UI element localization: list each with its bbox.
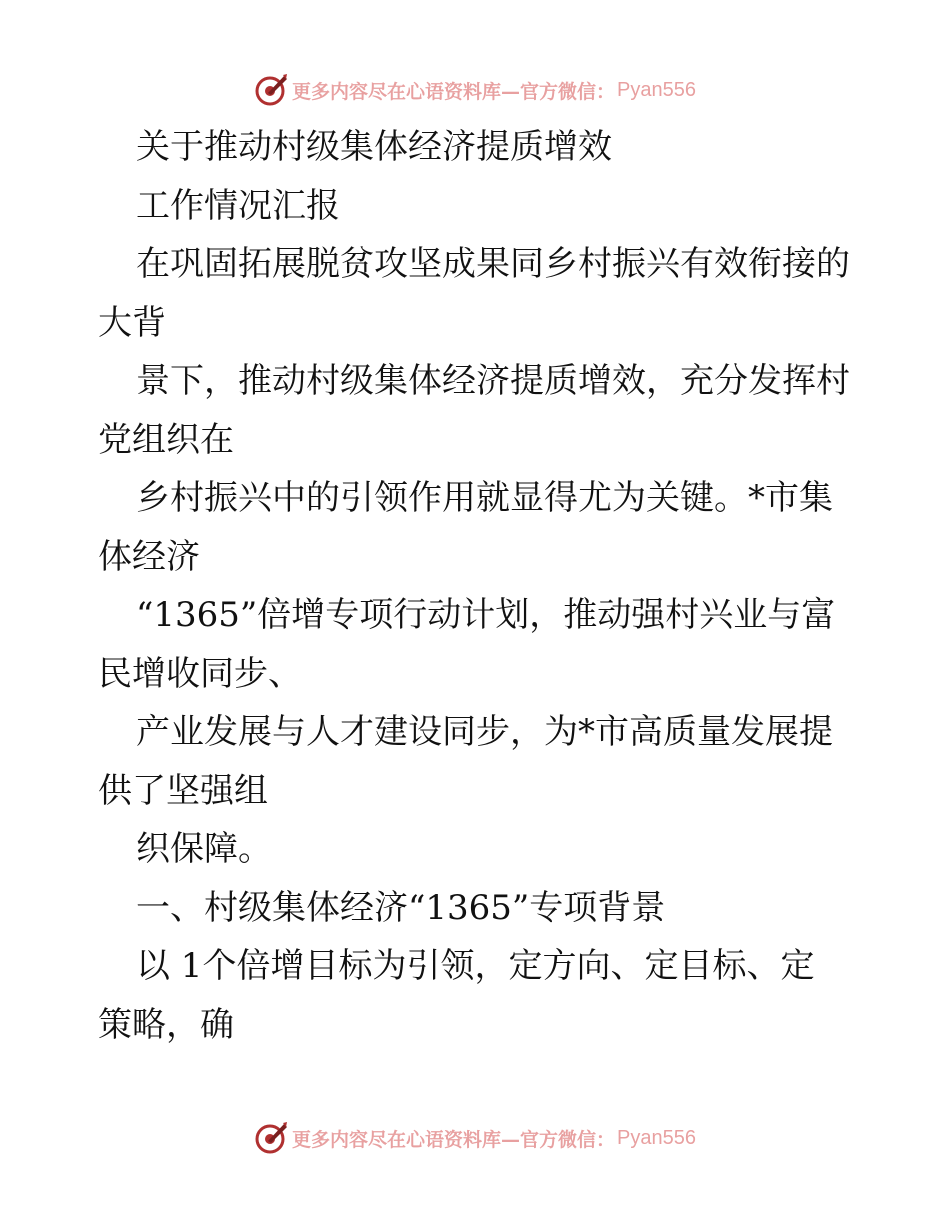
watermark-wechat-id: Pyan556 bbox=[617, 78, 696, 101]
document-title-line-1: 关于推动村级集体经济提质增效 bbox=[136, 127, 612, 167]
section-heading: 一、村级集体经济“1365”专项背景 bbox=[136, 887, 666, 928]
watermark-text: 更多内容尽在心语资料库—官方微信： bbox=[292, 1128, 616, 1151]
paragraph-line: 体经济 bbox=[98, 536, 200, 577]
footer-watermark bbox=[0, 1118, 950, 1158]
paragraph-line: “1365”倍增专项行动计划，推动强村兴业与富 bbox=[136, 595, 836, 635]
paragraph-line: 大背 bbox=[98, 302, 166, 343]
paragraph-line: 民增收同步、 bbox=[98, 653, 302, 694]
paragraph-line: 供了坚强组 bbox=[98, 770, 268, 811]
watermark-text: 更多内容尽在心语资料库—官方微信： bbox=[292, 80, 616, 103]
paragraph-line: 以 1个倍增目标为引领，定方向、定目标、定 bbox=[136, 946, 815, 986]
paragraph-line: 织保障。 bbox=[136, 829, 272, 869]
quill-circle-logo-icon bbox=[254, 73, 288, 107]
quill-circle-logo-icon bbox=[254, 1121, 288, 1155]
paragraph-line: 策略，确 bbox=[98, 1004, 234, 1045]
paragraph-line: 产业发展与人才建设同步，为*市高质量发展提 bbox=[136, 712, 833, 752]
watermark-wechat-id: Pyan556 bbox=[617, 1126, 696, 1149]
document-body bbox=[98, 118, 858, 1054]
paragraph-line: 景下，推动村级集体经济提质增效，充分发挥村 bbox=[136, 361, 850, 401]
paragraph-line: 乡村振兴中的引领作用就显得尤为关键。*市集 bbox=[136, 478, 833, 518]
paragraph-line: 党组织在 bbox=[98, 419, 234, 460]
header-watermark bbox=[0, 70, 950, 110]
paragraph-line: 在巩固拓展脱贫攻坚成果同乡村振兴有效衔接的 bbox=[136, 244, 850, 284]
document-title-line-2: 工作情况汇报 bbox=[136, 185, 340, 226]
